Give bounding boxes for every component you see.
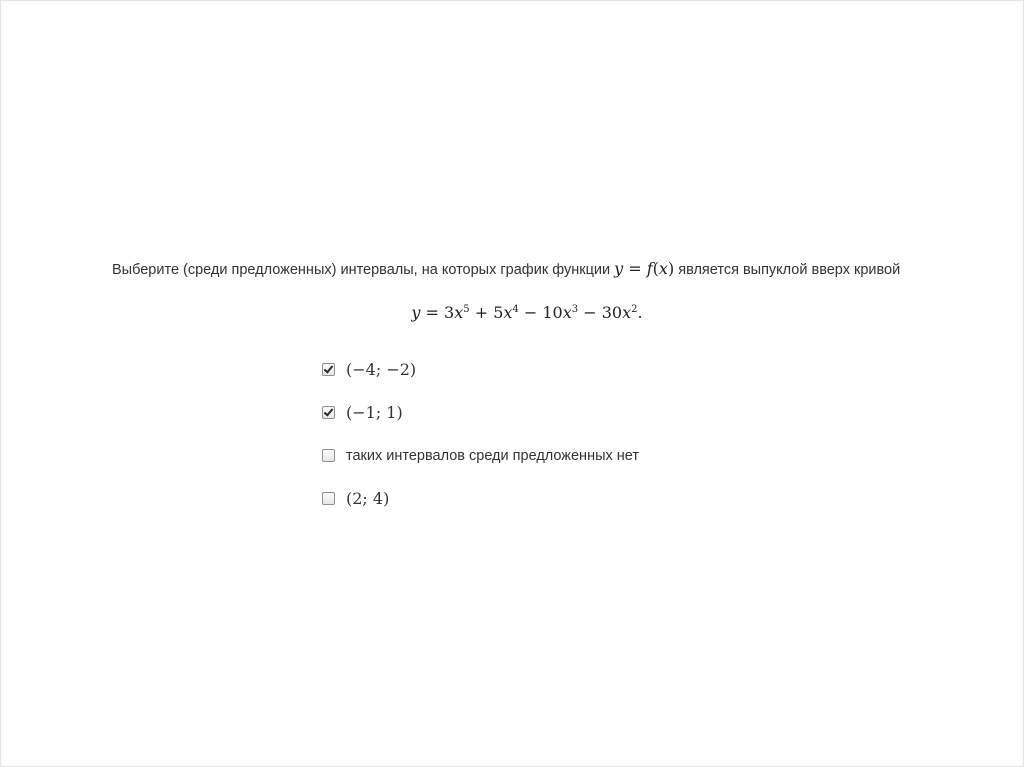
- answer-option-1[interactable]: [322, 348, 639, 391]
- answer-option-4[interactable]: [322, 477, 639, 520]
- answer-checkbox-1[interactable]: [322, 363, 335, 376]
- answer-label-4[interactable]: (2; 4): [346, 489, 390, 508]
- answer-options: [322, 348, 639, 520]
- function-notation: y = f(x): [614, 259, 675, 278]
- question-text: [112, 258, 972, 281]
- answer-checkbox-3[interactable]: [322, 449, 335, 462]
- answer-label-3[interactable]: таких интервалов среди предложенных нет: [346, 447, 640, 464]
- answer-checkbox-2[interactable]: [322, 406, 335, 419]
- question-prompt: Выберите (среди предложенных) интервалы, на которых график функции: [112, 262, 611, 278]
- answer-label-2[interactable]: (−1; 1): [346, 403, 403, 422]
- answer-checkbox-4[interactable]: [322, 492, 335, 505]
- question-tail: является выпуклой вверх кривой: [678, 262, 901, 278]
- function-formula: $y = 3x^5 + 5x^4 - 10x^3 - 30x^2$.: [411, 303, 643, 322]
- answer-label-1[interactable]: (−4; −2): [346, 360, 417, 379]
- answer-option-2[interactable]: [322, 391, 639, 434]
- answer-option-3[interactable]: [322, 434, 639, 477]
